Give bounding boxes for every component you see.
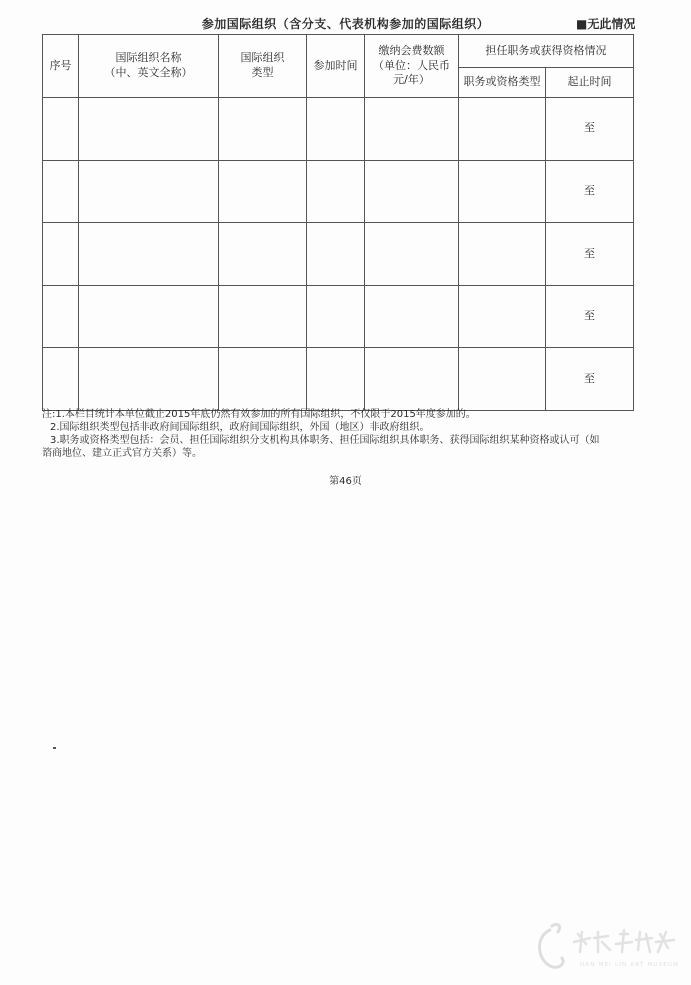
international-orgs-table [42,34,634,411]
header-org-type-line1: 国际组织 [240,51,285,65]
note-3: 3.职务或资格类型包括：会员、担任国际组织分支机构具体职务、担任国际组织具体职务、获得国际组织某种资格或认可（如 [50,435,600,446]
org-type-cell[interactable] [219,223,307,286]
period-cell[interactable]: 至 [546,160,634,223]
header-role-type: 职务或资格类型 [459,68,546,98]
scan-speck [53,747,56,749]
fee-cell[interactable] [365,285,459,348]
role-type-cell[interactable] [459,160,546,223]
table-row [43,348,634,411]
header-fee-line1: 缴纳会费数额 [378,43,445,57]
org-type-cell[interactable] [219,98,307,161]
org-name-cell[interactable] [79,160,219,223]
seq-cell[interactable] [43,98,79,161]
header-org-type [219,35,307,98]
header-fee [365,35,459,98]
seq-cell[interactable] [43,223,79,286]
org-name-cell[interactable] [79,223,219,286]
notes-block [42,408,642,460]
join-time-cell[interactable] [307,223,365,286]
role-type-cell[interactable] [459,98,546,161]
header-fee-line3: 元/年） [393,73,430,87]
note-1: 注:1.本栏目统计本单位截止2015年底仍然有效参加的所有国际组织，不仅限于2015年度参加的。 [42,409,476,420]
header-join-time: 参加时间 [307,35,365,98]
fee-cell[interactable] [365,160,459,223]
org-name-cell[interactable] [79,285,219,348]
header-org-name [79,35,219,98]
role-type-cell[interactable] [459,285,546,348]
table-row [43,160,634,223]
org-name-cell[interactable] [79,348,219,411]
seq-cell[interactable] [43,348,79,411]
org-type-cell[interactable] [219,285,307,348]
svg-text:HAN MEI LIN ART MUSEUM: HAN MEI LIN ART MUSEUM [580,962,680,968]
org-name-cell[interactable] [79,98,219,161]
role-type-cell[interactable] [459,348,546,411]
header-role-group: 担任职务或获得资格情况 [459,35,634,68]
header-period: 起止时间 [546,68,634,98]
fee-cell[interactable] [365,98,459,161]
header-seq: 序号 [43,35,79,98]
header-org-name-line2: （中、英文全称） [104,66,193,79]
note-2: 2.国际组织类型包括非政府间国际组织，政府间国际组织，外国（地区）非政府组织。 [50,422,430,433]
org-type-cell[interactable] [219,160,307,223]
role-type-cell[interactable] [459,223,546,286]
period-cell[interactable]: 至 [546,348,634,411]
seq-cell[interactable] [43,285,79,348]
form-title: 参加国际组织（含分支、代表机构参加的国际组织） [201,17,490,31]
join-time-cell[interactable] [307,285,365,348]
join-time-cell[interactable] [307,348,365,411]
header-fee-line2: （单位：人民币 [373,58,450,72]
join-time-cell[interactable] [307,160,365,223]
no-situation-checkbox-label[interactable]: ■无此情况 [576,17,636,31]
join-time-cell[interactable] [307,98,365,161]
table-row [43,98,634,161]
note-3-continued: 谘商地位、建立正式官方关系）等。 [42,448,202,459]
header-org-name-line1: 国际组织名称 [115,51,182,65]
table-row [43,285,634,348]
page-number: 第46页 [329,476,362,487]
seq-cell[interactable] [43,160,79,223]
table-row [43,223,634,286]
period-cell[interactable]: 至 [546,98,634,161]
org-type-cell[interactable] [219,348,307,411]
period-cell[interactable]: 至 [546,223,634,286]
museum-watermark-logo [528,912,688,982]
header-org-type-line2: 类型 [251,66,274,79]
fee-cell[interactable] [365,348,459,411]
period-cell[interactable]: 至 [546,285,634,348]
fee-cell[interactable] [365,223,459,286]
